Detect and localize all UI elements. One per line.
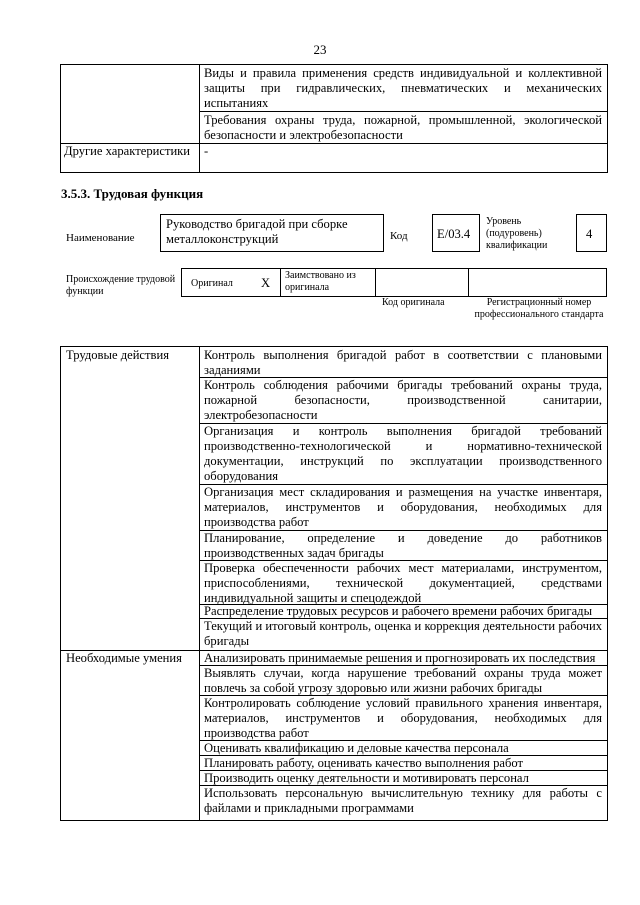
original-code-label: Код оригинала — [382, 297, 445, 308]
table-row: Проверка обеспеченности рабочих мест материалами, инструментом, приспособлениями, технической документацией, средствами индивидуальной защиты и спецодеждой — [204, 561, 602, 605]
original-label: Оригинал — [191, 278, 233, 289]
level-value: 4 — [586, 227, 593, 241]
name-value: Руководство бригадой при сборке металлоконструкций — [166, 217, 348, 246]
table-row: Распределение трудовых ресурсов и рабочего времени рабочих бригады — [204, 604, 593, 618]
code-label: Код — [390, 230, 408, 242]
table-row: Оценивать квалификацию и деловые качества персонала — [204, 741, 509, 755]
top-table-item: Требования охраны труда, пожарной, промышленной, экологической безопасности и электробезопасности — [204, 113, 602, 142]
table-row: Организация и контроль выполнения бригадой требований производственно-технологической и нормативно-технической документации, инструкций по эксплуатации производственного оборудования — [204, 424, 602, 483]
table-row: Контролировать соблюдение условий правильного хранения инвентаря, материалов, инструментов и оборудования, необходимых для производства работ — [204, 696, 602, 740]
table-row: Производить оценку деятельности и мотивировать персонал — [204, 771, 529, 785]
top-table-item: - — [204, 144, 209, 158]
level-label: Уровень (подуровень) квалификации — [486, 216, 548, 251]
table-row: Контроль соблюдения рабочими бригады требований охраны труда, пожарной безопасности, производственной санитарии, электробезопасности — [204, 378, 602, 422]
reg-number-label: Регистрационный номер профессионального стандарта — [474, 297, 604, 320]
section-title: 3.5.3. Трудовая функция — [61, 186, 204, 201]
table-row: Контроль выполнения бригадой работ в соответствии с плановыми заданиями — [204, 348, 602, 377]
group-label-skills: Необходимые умения — [66, 651, 182, 665]
name-label: Наименование — [66, 232, 135, 244]
top-table-label: Другие характеристики — [64, 144, 191, 158]
table-row: Текущий и итоговый контроль, оценка и коррекция деятельности рабочих бригады — [204, 619, 602, 648]
borrowed-label: Заимствовано из оригинала — [285, 270, 356, 293]
origin-label: Происхождение трудовой функции — [66, 274, 176, 297]
page-number: 23 — [313, 42, 327, 57]
origin-grid — [181, 268, 607, 297]
table-row: Использовать персональную вычислительную технику для работы с файлами и прикладными программами — [204, 786, 602, 815]
table-row: Планирование, определение и доведение до работников производственных задач бригады — [204, 531, 602, 560]
top-table-item: Виды и правила применения средств индивидуальной и коллективной защиты при гидравлических, пневматических и механических испытаниях — [204, 66, 602, 110]
table-row: Организация мест складирования и размещения на участке инвентаря, материалов, инструментов и оборудования, необходимых для производства работ — [204, 485, 602, 529]
group-label-labor-actions: Трудовые действия — [66, 348, 170, 362]
original-mark: X — [261, 276, 271, 290]
table-row: Планировать работу, оценивать качество выполнения работ — [204, 756, 524, 770]
table-row: Анализировать принимаемые решения и прогнозировать их последствия — [204, 651, 596, 665]
code-value: E/03.4 — [437, 227, 471, 241]
table-row: Выявлять случаи, когда нарушение требований охраны труда может повлечь за собой угрозу здоровью или жизни рабочих бригады — [204, 666, 602, 695]
